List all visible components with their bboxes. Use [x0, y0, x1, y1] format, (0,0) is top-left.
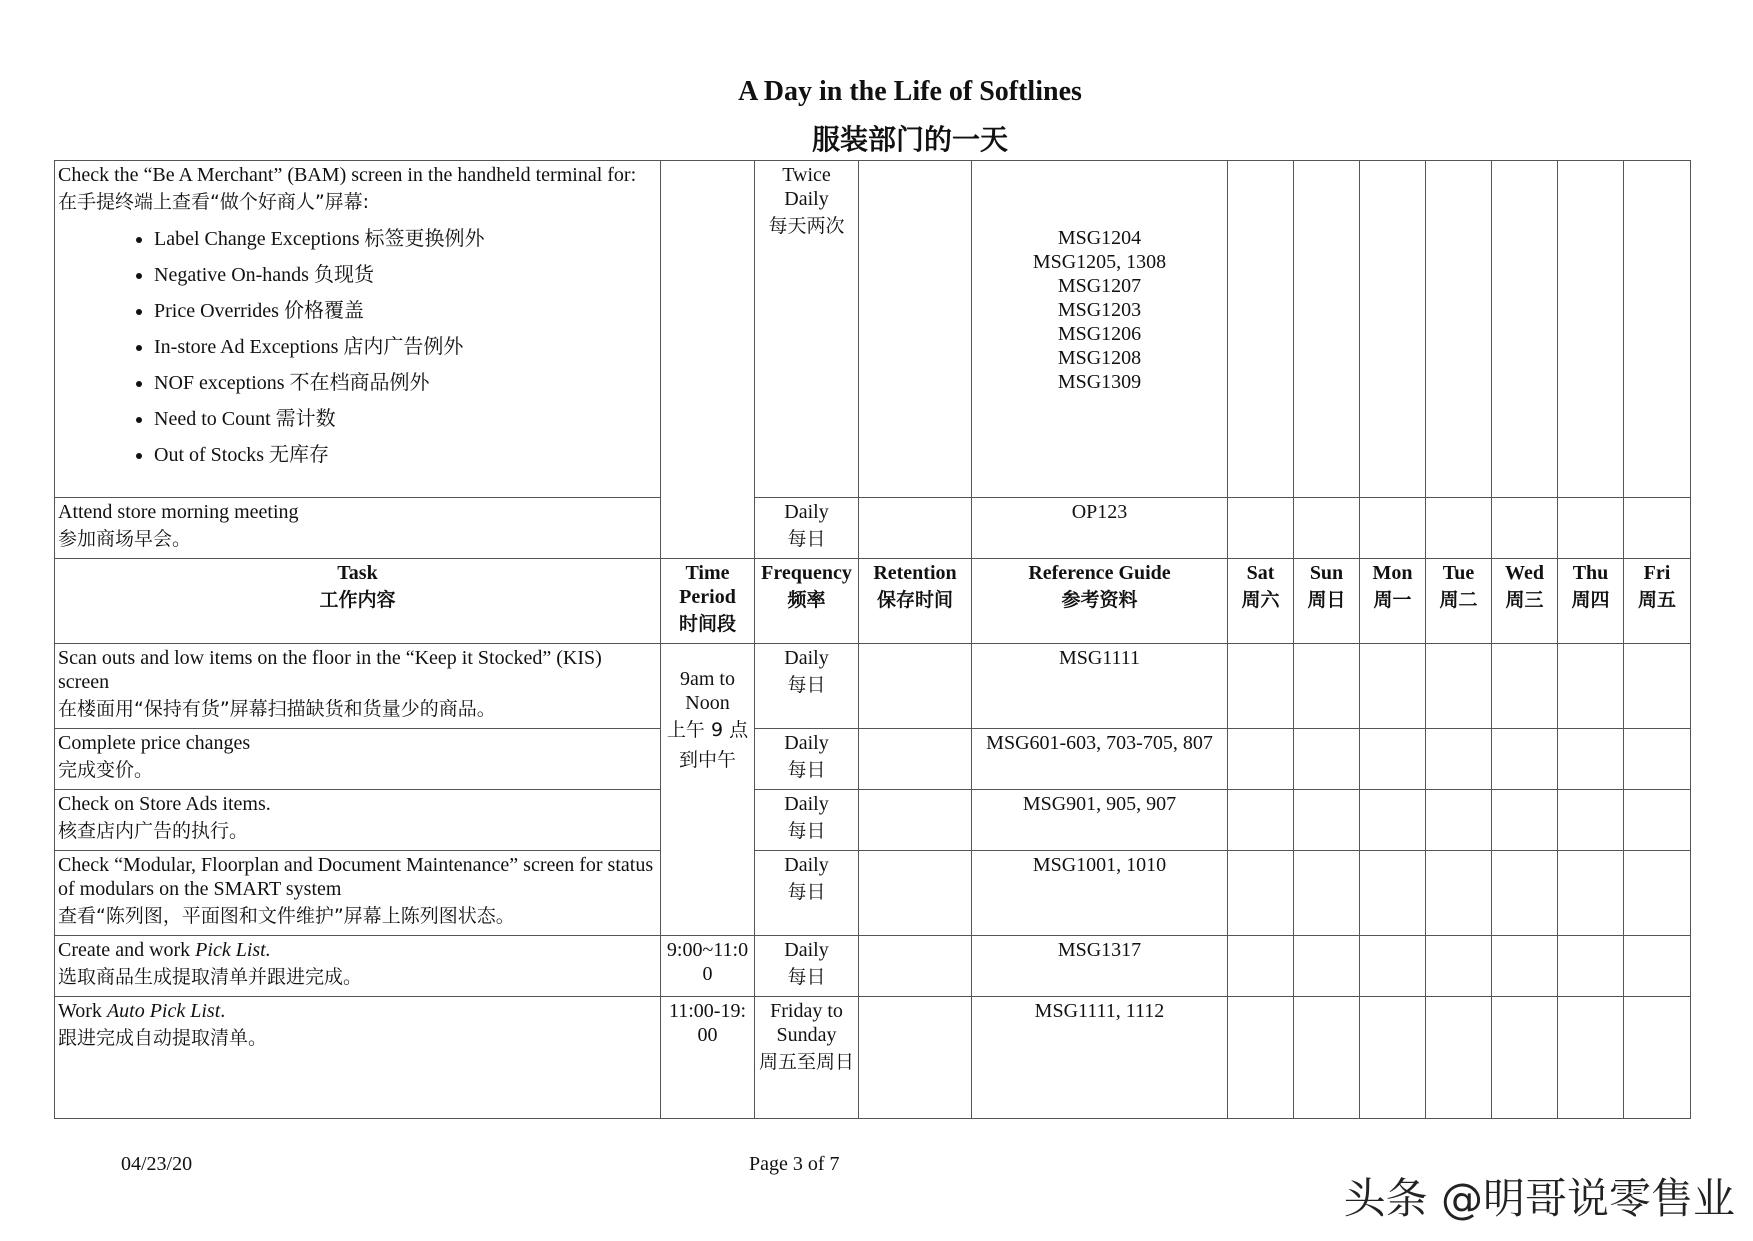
task-cell: Create and work Pick List. 选取商品生成提取清单并跟进完成。: [55, 936, 661, 997]
retention-cell: [859, 161, 972, 498]
task-table: [54, 160, 1691, 1119]
list-item: • Negative On-hands 负现货: [154, 257, 657, 293]
task-cell: [55, 498, 661, 559]
table-header-row: [55, 559, 1691, 644]
table-row: [55, 161, 1691, 498]
day-cell: [1624, 997, 1691, 1119]
day-cell: [1426, 851, 1492, 936]
day-cell: [1624, 161, 1691, 498]
day-cell: [1294, 790, 1360, 851]
day-cell: [1360, 790, 1426, 851]
header-mon: Mon 周一: [1360, 559, 1426, 644]
frequency-cell: Daily 每日: [755, 729, 859, 790]
frequency-cell: [755, 161, 859, 498]
frequency-cell: Daily 每日: [755, 851, 859, 936]
day-cell: [1426, 936, 1492, 997]
frequency-text: Twice Daily: [782, 164, 831, 210]
day-cell: [1492, 644, 1558, 729]
table-row: [55, 997, 1691, 1119]
reference-cell: MSG1001, 1010: [972, 851, 1228, 936]
task-text: Attend store morning meeting: [58, 501, 299, 523]
day-cell: [1228, 161, 1294, 498]
list-item: • Label Change Exceptions 标签更换例外: [154, 221, 657, 257]
day-cell: [1624, 851, 1691, 936]
reference-text: MSG1208: [1057, 347, 1142, 369]
day-cell: [1360, 936, 1426, 997]
header-wed: Wed 周三: [1492, 559, 1558, 644]
retention-cell: [859, 936, 972, 997]
header-task: Task 工作内容: [55, 559, 661, 644]
day-cell: [1228, 729, 1294, 790]
day-cell: [1492, 729, 1558, 790]
day-cell: [1558, 790, 1624, 851]
reference-text: MSG1204: [1057, 227, 1142, 249]
list-item: • Out of Stocks 无库存: [154, 437, 657, 473]
task-text: Check the “Be A Merchant” (BAM) screen in the handheld terminal for:: [58, 164, 637, 186]
retention-cell: [859, 498, 972, 559]
list-item: • NOF exceptions 不在档商品例外: [154, 365, 657, 401]
header-retention: Retention 保存时间: [859, 559, 972, 644]
footer-date: 04/23/20: [121, 1153, 193, 1175]
header-sat: Sat 周六: [1228, 559, 1294, 644]
document-title-chinese: 服装部门的一天: [811, 123, 1008, 156]
task-text-chinese: 在楼面用“保持有货”屏幕扫描缺货和货量少的商品。: [58, 698, 496, 720]
list-item: • Need to Count 需计数: [154, 401, 657, 437]
task-cell: Check on Store Ads items. 核查店内广告的执行。: [55, 790, 661, 851]
day-cell: [1624, 790, 1691, 851]
frequency-cell: Daily 每日: [755, 936, 859, 997]
header-tue: Tue 周二: [1426, 559, 1492, 644]
day-cell: [1294, 729, 1360, 790]
table-row: [55, 644, 1691, 729]
frequency-cell: Friday to Sunday 周五至周日: [755, 997, 859, 1119]
time-text-chinese: 上午 9 点到中午: [666, 718, 749, 771]
bam-checklist: [58, 221, 657, 473]
reference-text: MSG1207: [1057, 275, 1142, 297]
day-cell: [1228, 936, 1294, 997]
day-cell: [1228, 644, 1294, 729]
day-cell: [1228, 851, 1294, 936]
day-cell: [1558, 729, 1624, 790]
reference-cell: MSG1317: [972, 936, 1228, 997]
document-title: A Day in the Life of Softlines: [738, 76, 1082, 107]
day-cell: [1624, 644, 1691, 729]
day-cell: [1360, 997, 1426, 1119]
day-cell: [1228, 498, 1294, 559]
header-time-period: Time Period 时间段: [661, 559, 755, 644]
time-text: 9am to Noon: [680, 667, 735, 714]
day-cell: [1426, 644, 1492, 729]
task-cell: Complete price changes 完成变价。: [55, 729, 661, 790]
day-cell: [1558, 851, 1624, 936]
task-text: Scan outs and low items on the floor in the “Keep it Stocked” (KIS) screen: [58, 647, 602, 693]
time-cell: 11:00-19:00: [661, 997, 755, 1119]
time-cell: [661, 644, 755, 936]
day-cell: [1426, 498, 1492, 559]
retention-cell: [859, 790, 972, 851]
day-cell: [1426, 729, 1492, 790]
header-fri: Fri 周五: [1624, 559, 1691, 644]
header-reference-guide: Reference Guide 参考资料: [972, 559, 1228, 644]
reference-cell: MSG1111: [972, 644, 1228, 729]
frequency-text: Daily: [784, 501, 829, 523]
header-sun: Sun 周日: [1294, 559, 1360, 644]
day-cell: [1294, 851, 1360, 936]
task-cell: Work Auto Pick List. 跟进完成自动提取清单。: [55, 997, 661, 1119]
frequency-cell: Daily 每日: [755, 790, 859, 851]
table-row: [55, 729, 1691, 790]
reference-cell: OP123: [972, 498, 1228, 559]
retention-cell: [859, 997, 972, 1119]
day-cell: [1492, 997, 1558, 1119]
table-row: [55, 790, 1691, 851]
day-cell: [1558, 936, 1624, 997]
reference-cell: MSG901, 905, 907: [972, 790, 1228, 851]
day-cell: [1360, 161, 1426, 498]
day-cell: [1228, 997, 1294, 1119]
day-cell: [1558, 644, 1624, 729]
day-cell: [1492, 851, 1558, 936]
task-cell: [55, 161, 661, 498]
task-cell: Check “Modular, Floorplan and Document Maintenance” screen for status of modulars on the SMART system 查看“陈列图，平面图和文件维护”屏幕上陈列图状态。: [55, 851, 661, 936]
reference-cell: MSG1111, 1112: [972, 997, 1228, 1119]
table-row: [55, 851, 1691, 936]
day-cell: [1558, 498, 1624, 559]
day-cell: [1624, 729, 1691, 790]
day-cell: [1360, 851, 1426, 936]
table-row: [55, 498, 1691, 559]
day-cell: [1360, 729, 1426, 790]
day-cell: [1426, 161, 1492, 498]
day-cell: [1624, 936, 1691, 997]
watermark: 头条 @明哥说零售业: [1343, 1174, 1735, 1223]
retention-cell: [859, 729, 972, 790]
footer-page-number: Page 3 of 7: [749, 1153, 840, 1175]
table-row: [55, 936, 1691, 997]
day-cell: [1558, 997, 1624, 1119]
day-cell: [1624, 498, 1691, 559]
frequency-text-chinese: 每日: [787, 528, 826, 550]
day-cell: [1492, 161, 1558, 498]
reference-cell: [972, 161, 1228, 498]
day-cell: [1558, 161, 1624, 498]
time-cell: 9:00~11:00: [661, 936, 755, 997]
reference-text: MSG1206: [1057, 323, 1142, 345]
reference-text: MSG1203: [1057, 299, 1142, 321]
task-cell: [55, 644, 661, 729]
day-cell: [1492, 790, 1558, 851]
day-cell: [1294, 936, 1360, 997]
day-cell: [1294, 161, 1360, 498]
day-cell: [1492, 498, 1558, 559]
task-text-chinese: 参加商场早会。: [58, 528, 192, 550]
frequency-cell: Daily 每日: [755, 644, 859, 729]
reference-text: MSG1205, 1308: [1032, 251, 1167, 273]
day-cell: [1228, 790, 1294, 851]
day-cell: [1426, 997, 1492, 1119]
frequency-text-chinese: 每天两次: [768, 215, 845, 237]
day-cell: [1294, 498, 1360, 559]
retention-cell: [859, 851, 972, 936]
day-cell: [1492, 936, 1558, 997]
reference-text: MSG1309: [1057, 371, 1142, 393]
list-item: • Price Overrides 价格覆盖: [154, 293, 657, 329]
reference-cell: MSG601-603, 703-705, 807: [972, 729, 1228, 790]
day-cell: [1426, 790, 1492, 851]
day-cell: [1294, 644, 1360, 729]
day-cell: [1360, 644, 1426, 729]
header-frequency: Frequency 频率: [755, 559, 859, 644]
list-item: • In-store Ad Exceptions 店内广告例外: [154, 329, 657, 365]
day-cell: [1294, 997, 1360, 1119]
frequency-cell: [755, 498, 859, 559]
day-cell: [1360, 498, 1426, 559]
time-cell: [661, 161, 755, 559]
task-text-chinese: 在手提终端上查看“做个好商人”屏幕:: [58, 191, 370, 213]
header-thu: Thu 周四: [1558, 559, 1624, 644]
retention-cell: [859, 644, 972, 729]
